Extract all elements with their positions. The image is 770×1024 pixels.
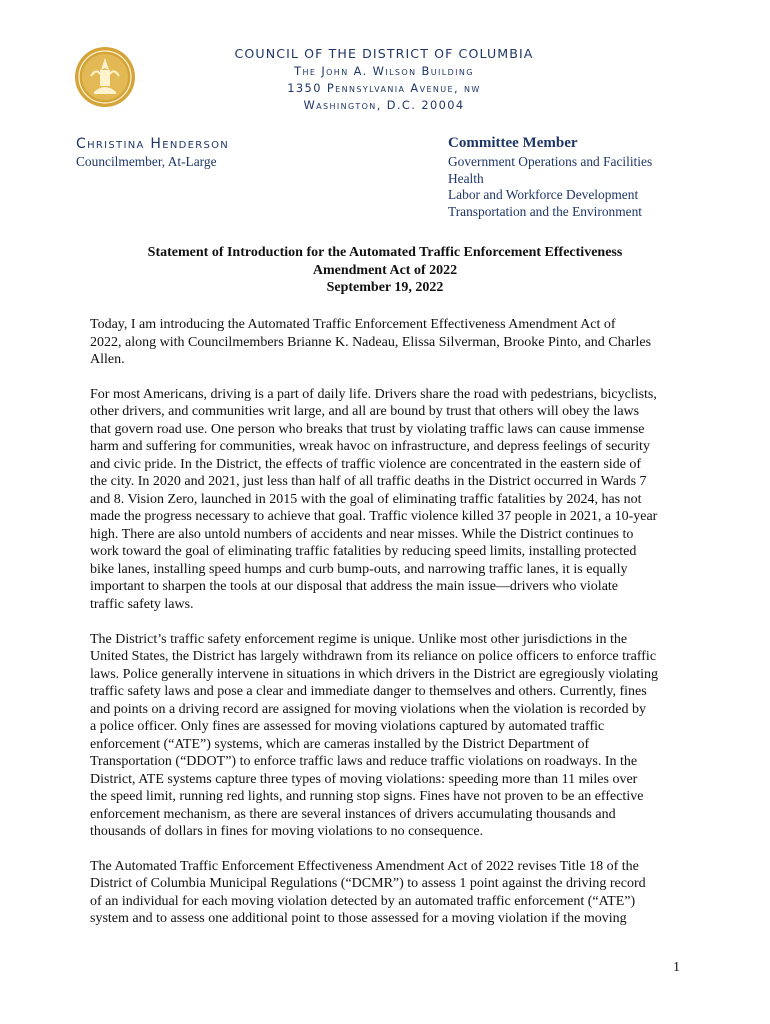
paragraph-line: system and to assess one additional point to those assessed for a moving violation if the moving [90, 911, 627, 927]
council-name: COUNCIL OF THE DISTRICT OF COLUMBIA [234, 46, 534, 61]
dc-council-seal-icon [74, 46, 136, 108]
paragraph-line: The District’s traffic safety enforcement regime is unique. Unlike most other jurisdictions in the [90, 631, 628, 647]
paragraph-line: the speed limit, running red lights, and running stop signs. Fines have not proven to be an effective [90, 789, 644, 805]
body-paragraph [90, 858, 686, 928]
paragraph-line: Today, I am introducing the Automated Traffic Enforcement Effectiveness Amendment Act of [90, 317, 616, 332]
member-name: Christina Henderson [76, 136, 230, 152]
paragraph-line: other drivers, and communities writ large, and all are bound by trust that others will obey the laws [90, 404, 640, 420]
statement-date: September 19, 2022 [326, 280, 444, 295]
paragraph-line: The Automated Traffic Enforcement Effectiveness Amendment Act of 2022 revises Title 18 of the [90, 858, 639, 874]
paragraph-line: enforcement (“ATE”) systems, which are cameras installed by the District Department of [90, 736, 590, 752]
statement-title-line: Amendment Act of 2022 [312, 262, 458, 278]
page-number: 1 [673, 960, 680, 975]
paragraph-line: District, ATE systems capture three types of moving violations: speeding more than 11 miles over [90, 771, 638, 787]
paragraph-line: Allen. [90, 352, 125, 367]
paragraph-line: Transportation (“DDOT”) to enforce traffic laws and reduce traffic violations on roadways. In the [90, 754, 638, 770]
paragraph-line: and civic pride. In the District, the effects of traffic violence are concentrated in the eastern side of [90, 456, 642, 472]
street-address: 1350 Pennsylvania Avenue, nw [287, 81, 481, 95]
paragraph-line: made the progress necessary to achieve that goal. Traffic violence killed 37 people in 2021, a 10-year [90, 509, 658, 525]
paragraph-line: and 8. Vision Zero, launched in 2015 with the goal of eliminating traffic fatalities by 2024, has not [90, 491, 642, 507]
committee-item: Transportation and the Environment [448, 203, 643, 219]
paragraph-line: important to sharpen the tools at our disposal that address the main issue—drivers who violate [90, 579, 619, 595]
paragraph-line: that govern road use. One person who breaks that trust by violating traffic laws can cause immense [90, 421, 645, 437]
building-name: The John A. Wilson Building [294, 64, 474, 78]
paragraph-line: harm and suffering for communities, wreak havoc on infrastructure, and depress feelings of security [90, 439, 650, 455]
committee-item: Labor and Workforce Development [448, 187, 639, 203]
statement-body [90, 316, 686, 945]
committee-list [448, 154, 652, 220]
paragraph-line: high. There are also untold numbers of accidents and near misses. While the District continues to [90, 526, 634, 542]
paragraph-line: traffic safety laws and pose a clear and immediate danger to themselves and others. Currently, fines [90, 684, 647, 700]
paragraph-line: a police officer. Only fines are assessed for moving violations captured by automated traffic [90, 719, 605, 735]
statement-title [90, 244, 680, 297]
paragraph-line: laws. Police generally intervene in situations in which drivers in the District are egregiously violating [90, 666, 659, 682]
body-paragraph [90, 316, 686, 369]
paragraph-line: of an individual for each moving violation detected by an automated traffic enforcement (“ATE”) [90, 893, 636, 909]
paragraph-line: bike lanes, installing speed humps and curb bump-outs, and narrowing traffic lanes, it is equally [90, 561, 628, 577]
paragraph-line: United States, the District has largely withdrawn from its reliance on police officers to enforce traffic [90, 649, 657, 665]
committee-item: Health [448, 170, 484, 186]
paragraph-line: the city. In 2020 and 2021, just less than half of all traffic deaths in the District occurred in Wards 7 [90, 474, 647, 490]
city-address: Washington, D.C. 20004 [303, 98, 465, 112]
paragraph-line: enforcement mechanism, as there are several instances of drivers accumulating thousands and [90, 806, 616, 822]
body-paragraph [90, 631, 686, 841]
paragraph-line: and points on a driving record are assigned for moving violations when the violation is recorded by [90, 701, 646, 717]
paragraph-line: 2022, along with Councilmembers Brianne K. Nadeau, Elissa Silverman, Brooke Pinto, and Charles [90, 334, 652, 350]
paragraph-line: traffic safety laws. [90, 596, 194, 612]
member-role: Councilmember, At-Large [76, 154, 217, 169]
paragraph-line: District of Columbia Municipal Regulations (“DCMR”) to assess 1 point against the driving record [90, 876, 646, 892]
committee-heading: Committee Member [448, 135, 578, 151]
statement-title-line: Statement of Introduction for the Automated Traffic Enforcement Effectiveness [147, 245, 623, 260]
paragraph-line: thousands of dollars in fines for moving violations to no consequence. [90, 824, 484, 840]
paragraph-line: For most Americans, driving is a part of daily life. Drivers share the road with pedestrians, bicyclists, [90, 386, 657, 402]
committee-item: Government Operations and Facilities [448, 154, 653, 169]
paragraph-line: work toward the goal of eliminating traffic fatalities by reducing speed limits, installing protected [90, 544, 637, 560]
body-paragraph [90, 386, 686, 614]
